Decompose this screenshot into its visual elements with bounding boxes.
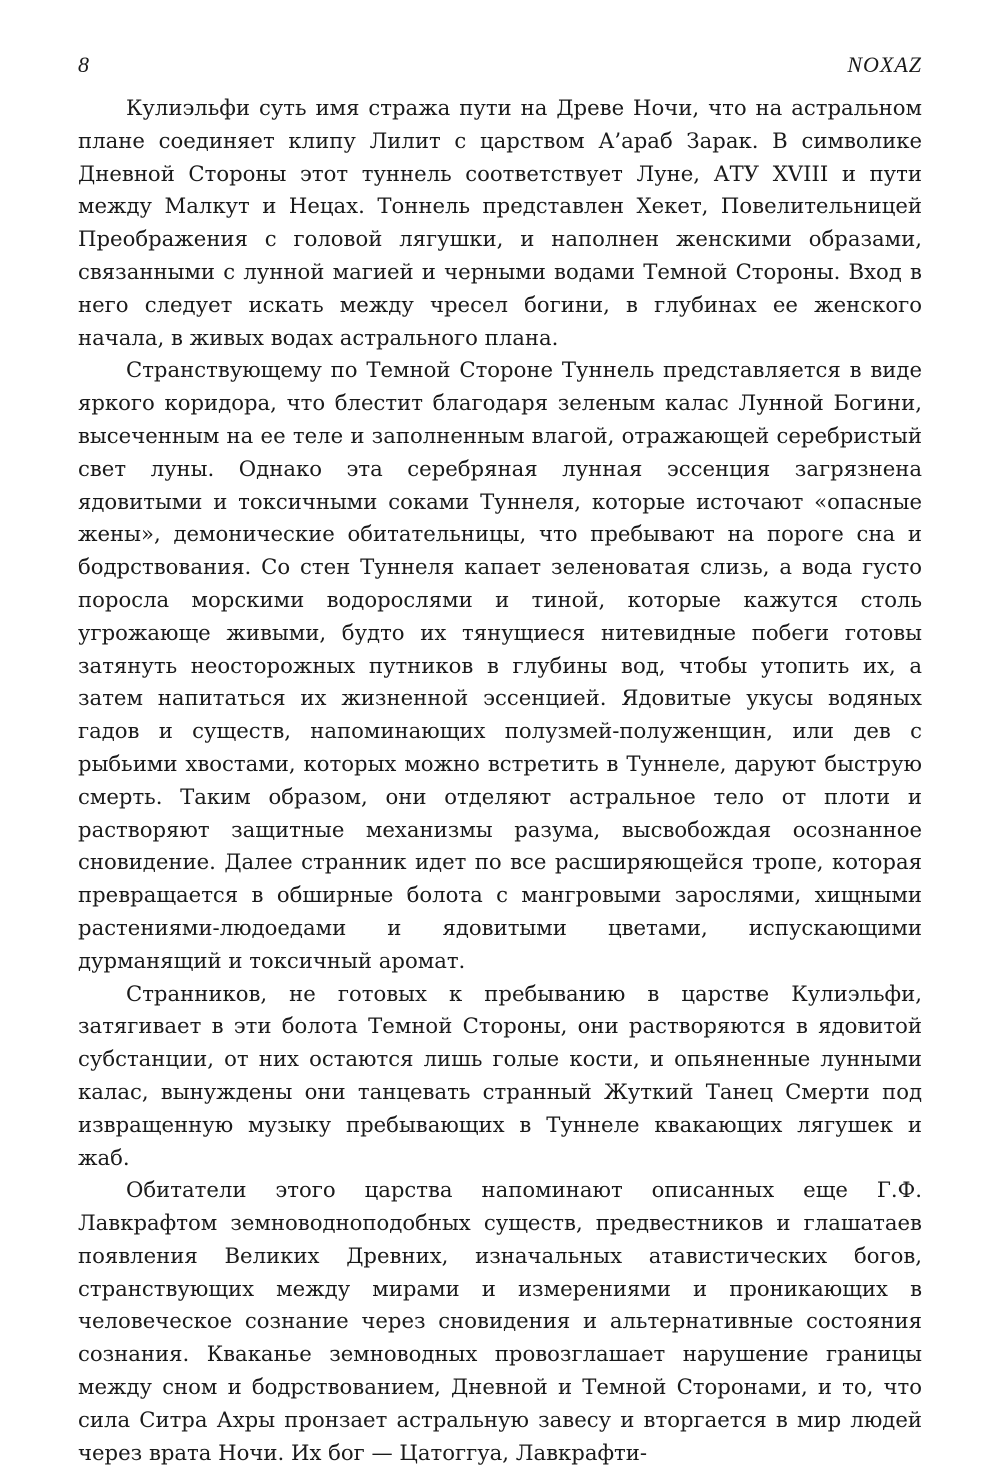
running-title: NOXAZ	[847, 52, 922, 77]
paragraph: Обитатели этого царства напоминают описанных еще Г.Ф. Лавкрафтом земноводноподобных существ, предвестников и глашатаев появления Великих Древних, изначальных атавистических богов, странствующих между мирами и измерениями и проникающих в человеческое сознание через сновидения и альтернативные состояния сознания. Кваканье земноводных провозглашает нарушение границы между сном и бодрствованием, Дневной и Темной Сторонами, и то, что сила Ситра Ахры пронзает астральную завесу и вторгается в мир людей через врата Ночи. Их бог — Цатоггуа, Лавкрафти-	[78, 1177, 922, 1465]
running-header	[78, 52, 922, 84]
paragraph: Странствующему по Темной Стороне Туннель представляется в виде яркого коридора, что блестит благодаря зеленым калас Лунной Богини, высеченным на ее теле и заполненным влагой, отражающей серебристый свет луны. Однако эта серебряная лунная эссенция загрязнена ядовитыми и токсичными соками Туннеля, которые источают «опасные жены», демонические обитательницы, что пребывают на пороге сна и бодрствования. Со стен Туннеля капает зеленоватая слизь, а вода густо поросла морскими водорослями и тиной, которые кажутся столь угрожающе живыми, будто их тянущиеся нитевидные побеги готовы затянуть неосторожных путников в глубины вод, чтобы утопить их, а затем напитаться их жизненной эссенцией. Ядовитые укусы водяных гадов и существ, напоминающих полузмей-полуженщин, или дев с рыбьими хвостами, которых можно встретить в Туннеле, даруют быструю смерть. Таким образом, они отделяют астральное тело от плоти и растворяют защитные механизмы разума, высвобождая осознанное сновидение. Далее странник идет по все расширяющейся тропе, которая превращается в обширные болота с мангровыми зарослями, хищными растениями-людоедами и ядовитыми цветами, испускающими дурманящий и токсичный аромат.	[78, 357, 922, 973]
paragraph: Кулиэльфи суть имя стража пути на Древе Ночи, что на астральном плане соединяет клипу Лилит с царством А’араб Зарак. В символике Дневной Стороны этот туннель соответствует Луне, АТУ XVIII и пути между Малкут и Нецах. Тоннель представлен Хекет, Повелительницей Преображения с головой лягушки, и наполнен женскими образами, связанными с лунной магией и черными водами Темной Стороны. Вход в него следует искать между чресел богини, в глубинах ее женского начала, в живых водах астрального плана.	[78, 95, 922, 350]
paragraph: Странников, не готовых к пребыванию в царстве Кулиэльфи, затягивает в эти болота Темной Стороны, они растворяются в ядовитой субстанции, от них остаются лишь голые кости, и опьяненные лунными калас, вынуждены они танцевать странный Жуткий Танец Смерти под извращенную музыку пребывающих в Туннеле квакающих лягушек и жаб.	[78, 980, 922, 1170]
page-number: 8	[78, 52, 89, 77]
book-page	[78, 52, 922, 1469]
body-text	[78, 92, 922, 1469]
